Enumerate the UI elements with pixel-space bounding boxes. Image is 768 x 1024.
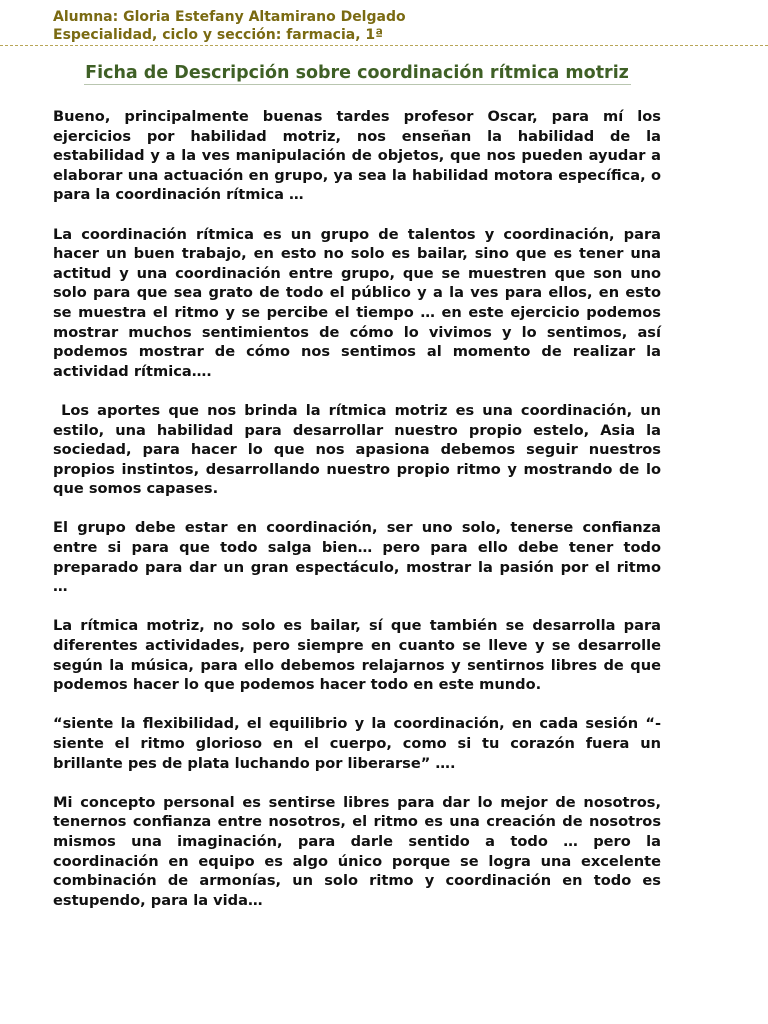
paragraph: La rítmica motriz, no solo es bailar, sí que también se desarrolla para diferentes actividades, pero siempre en cuanto se lleve y se desarrolle según la música, para ello debemos relajarnos y sentirnos libres de que podemos hacer lo que podemos hacer todo en este mundo. xyxy=(53,617,661,694)
paragraph: Mi concepto personal es sentirse libres para dar lo mejor de nosotros, tenernos confianza entre nosotros, el ritmo es una creación de nosotros mismos una imaginación, para darle sentido a todo … pero la coordinación en equipo es algo único porque se logra una excelente combinación de armonías, un solo ritmo y coordinación en todo es estupendo, para la vida… xyxy=(53,793,661,909)
paragraph: La coordinación rítmica es un grupo de talentos y coordinación, para hacer un buen trabajo, en esto no solo es bailar, sino que es tener una actitud y una coordinación entre grupo, que se muestren que son uno solo para que sea grato de todo el público y a la ves para ellos, en esto se muestra el ritmo y se percibe el tiempo … en este ejercicio podemos mostrar muchos sentimientos de cómo lo vivimos y lo sentimos, así podemos mostrar de cómo nos sentimos al momento de realizar la actividad rítmica…. xyxy=(53,225,661,380)
paragraph: El grupo debe estar en coordinación, ser uno solo, tenerse confianza entre si para que todo salga bien… pero para ello debe tener todo preparado para dar un gran espectáculo, mostrar la pasión por el ritmo … xyxy=(53,519,661,596)
header-divider xyxy=(0,45,768,46)
paragraph: Los aportes que nos brinda la rítmica motriz es una coordinación, un estilo, una habilidad para desarrollar nuestro propio estelo, Asia la sociedad, para hacer lo que nos apasiona debemos seguir nuestros propios instintos, desarrollando nuestro propio ritmo y mostrando de lo que somos capases. xyxy=(53,401,661,498)
specialty-line: Especialidad, ciclo y sección: farmacia, 1ª xyxy=(53,27,384,43)
title-underline xyxy=(84,84,631,85)
document-header xyxy=(53,8,713,44)
paragraph: “siente la flexibilidad, el equilibrio y la coordinación, en cada sesión “- siente el ritmo glorioso en el cuerpo, como si tu corazón fuera un brillante pes de plata luchando por liberarse” …. xyxy=(53,715,661,772)
student-name: Alumna: Gloria Estefany Altamirano Delgado xyxy=(53,9,406,25)
paragraph: Bueno, principalmente buenas tardes profesor Oscar, para mí los ejercicios por habilidad motriz, nos enseñan la habilidad de la estabilidad y a la ves manipulación de objetos, que nos pueden ayudar a elaborar una actuación en grupo, ya sea la habilidad motora específica, o para la coordinación rítmica … xyxy=(53,108,661,204)
document-title: Ficha de Descripción sobre coordinación rítmica motriz xyxy=(85,63,629,83)
document-body xyxy=(53,107,661,930)
